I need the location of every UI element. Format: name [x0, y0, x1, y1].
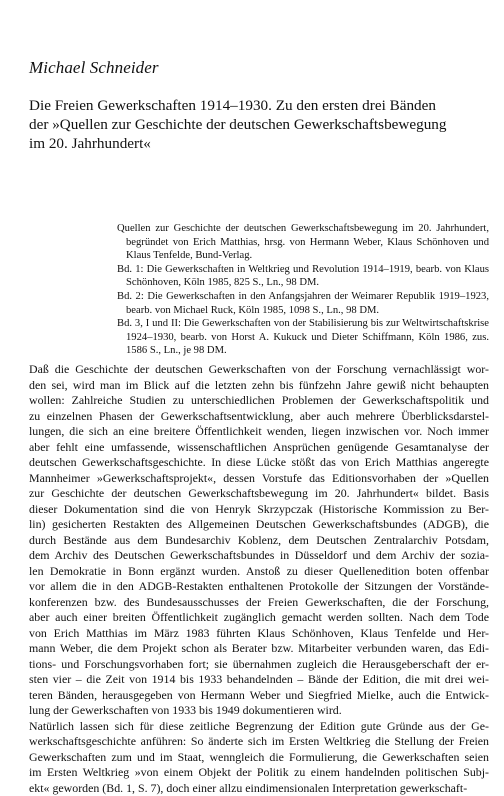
body-text — [29, 362, 489, 796]
body-line: im Ersten Weltkrieg »von einem Objekt der Politik zu einem handelnden politischen Subj- — [29, 765, 489, 781]
body-line: von Erich Matthias im März 1983 führten Klaus Schönhoven, Klaus Tenfelde und Her- — [29, 626, 489, 642]
body-line: lung der Gewerkschaften von 1933 bis 1949 dokumentieren wird. — [29, 703, 489, 719]
body-line: werkschaftsgeschichte anführen: So änderte sich im Ersten Weltkrieg die Stellung der Freien — [29, 734, 489, 750]
bibliography-intro: Quellen zur Geschichte der deutschen Gewerkschaftsbewegung im 20. Jahrhundert, begründet von Erich Matthias, hrsg. von Hermann Weber, Klaus Schönhoven und Klaus Tenfelde, Bund-Verlag. — [117, 222, 489, 263]
body-line: dem Archiv des Deutschen Gewerkschaftsbundes in Düsseldorf und dem Archiv der sozia- — [29, 548, 489, 564]
body-line: ekt« geworden (Bd. 1, S. 7), doch einer allzu eindimensionalen Interpretation gewerkschaft- — [29, 781, 489, 796]
body-line: wollen: Zahlreiche Studien zu unterschiedlichen Problemen der Gewerkschaftspolitik und — [29, 393, 489, 409]
body-line: Natürlich lassen sich für diese zeitliche Begrenzung der Edition gute Gründe aus der Ge- — [29, 719, 489, 735]
body-line: dieser Dokumentation sind die von Henryk Skrzypczak (Historische Kommission zu Ber- — [29, 502, 489, 518]
body-line: lungen, die sich an eine breitere Öffentlichkeit wenden, liegen inzwischen vor. Noch immer — [29, 424, 489, 440]
body-line: teren Bänden, herausgegeben von Hermann Weber und Siegfried Mielke, auch die Entwick- — [29, 688, 489, 704]
body-line: konferenzen bzw. des Bundesausschusses der Freien Gewerkschaften, die der Forschung, — [29, 595, 489, 611]
bibliography-volume: Bd. 3, I und II: Die Gewerkschaften von der Stabilisierung bis zur Weltwirtschaftskrise 1924–1930, bearb. von Horst A. Kukuck und Dieter Schiffmann, Köln 1986, zus. 1586 S., Ln., je 98 DM. — [117, 317, 489, 358]
title-line: im 20. Jahrhundert« — [29, 134, 489, 153]
body-line: durch Bestände aus dem Bundesarchiv Koblenz, dem Deutschen Zentralarchiv Potsdam, — [29, 533, 489, 549]
body-line: Mannheimer »Gewerkschaftsprojekt«, dessen Vorstufe das Editionsvorhaben der »Quellen — [29, 471, 489, 487]
body-line: sten vier – die Zeit von 1914 bis 1933 behandelnden – Bände der Edition, die mit drei wei- — [29, 672, 489, 688]
body-line: tions- und Forschungsvorhaben fort; sie übernahmen zugleich die Herausgeberschaft der er- — [29, 657, 489, 673]
title-line: Die Freien Gewerkschaften 1914–1930. Zu den ersten drei Bänden — [29, 96, 489, 115]
body-line: aber auch einer breiten Öffentlichkeit zugänglich gemacht werden sollten. Nach dem Tode — [29, 610, 489, 626]
body-line: mann Weber, die dem Projekt schon als Berater bzw. Mitarbeiter verbunden waren, das Edi- — [29, 641, 489, 657]
bibliography-block — [117, 222, 489, 358]
bibliography-volume: Bd. 1: Die Gewerkschaften in Weltkrieg und Revolution 1914–1919, bearb. von Klaus Schönhoven, Köln 1985, 825 S., Ln., 98 DM. — [117, 263, 489, 290]
body-line: Gewerkschaften zum und im Staat, wenngleich die Formulierung, die Gewerkschaften seien — [29, 750, 489, 766]
body-line: deutschen Gewerkschaftsgeschichte. In diese Lücke stößt das von Erich Matthias angeregte — [29, 455, 489, 471]
author-name: Michael Schneider — [29, 58, 159, 78]
body-line: zu einzelnen Phasen der Gewerkschaftsentwicklung, aber auch mehrere Überblicksdarstel- — [29, 409, 489, 425]
body-line: lin) gesicherten Restakten des Allgemeinen Deutschen Gewerkschaftsbundes (ADGB), die — [29, 517, 489, 533]
body-line: Daß die Geschichte der deutschen Gewerkschaften von der Forschung vernachlässigt wor- — [29, 362, 489, 378]
body-line: aber fehlt eine umfassende, wissenschaftlichen Ansprüchen genügende Gesamtanalyse der — [29, 440, 489, 456]
article-title — [29, 96, 489, 153]
title-line: der »Quellen zur Geschichte der deutschen Gewerkschaftsbewegung — [29, 115, 489, 134]
body-line: den sei, wird man im Blick auf die letzten zehn bis fünfzehn Jahre gewiß nicht behaupten — [29, 378, 489, 394]
body-line: len Demokratie in Bonn ergänzt wurden. Anstoß zu dieser Quellenedition boten offenbar — [29, 564, 489, 580]
body-line: zur Geschichte der deutschen Gewerkschaftsbewegung im 20. Jahrhundert« bildet. Basis — [29, 486, 489, 502]
body-line: vor allem die in den ADGB-Restakten enthaltenen Protokolle der Sitzungen der Vorstände- — [29, 579, 489, 595]
bibliography-volume: Bd. 2: Die Gewerkschaften in den Anfangsjahren der Weimarer Republik 1919–1923, bearb. von Michael Ruck, Köln 1985, 1098 S., Ln., 98 DM. — [117, 290, 489, 317]
